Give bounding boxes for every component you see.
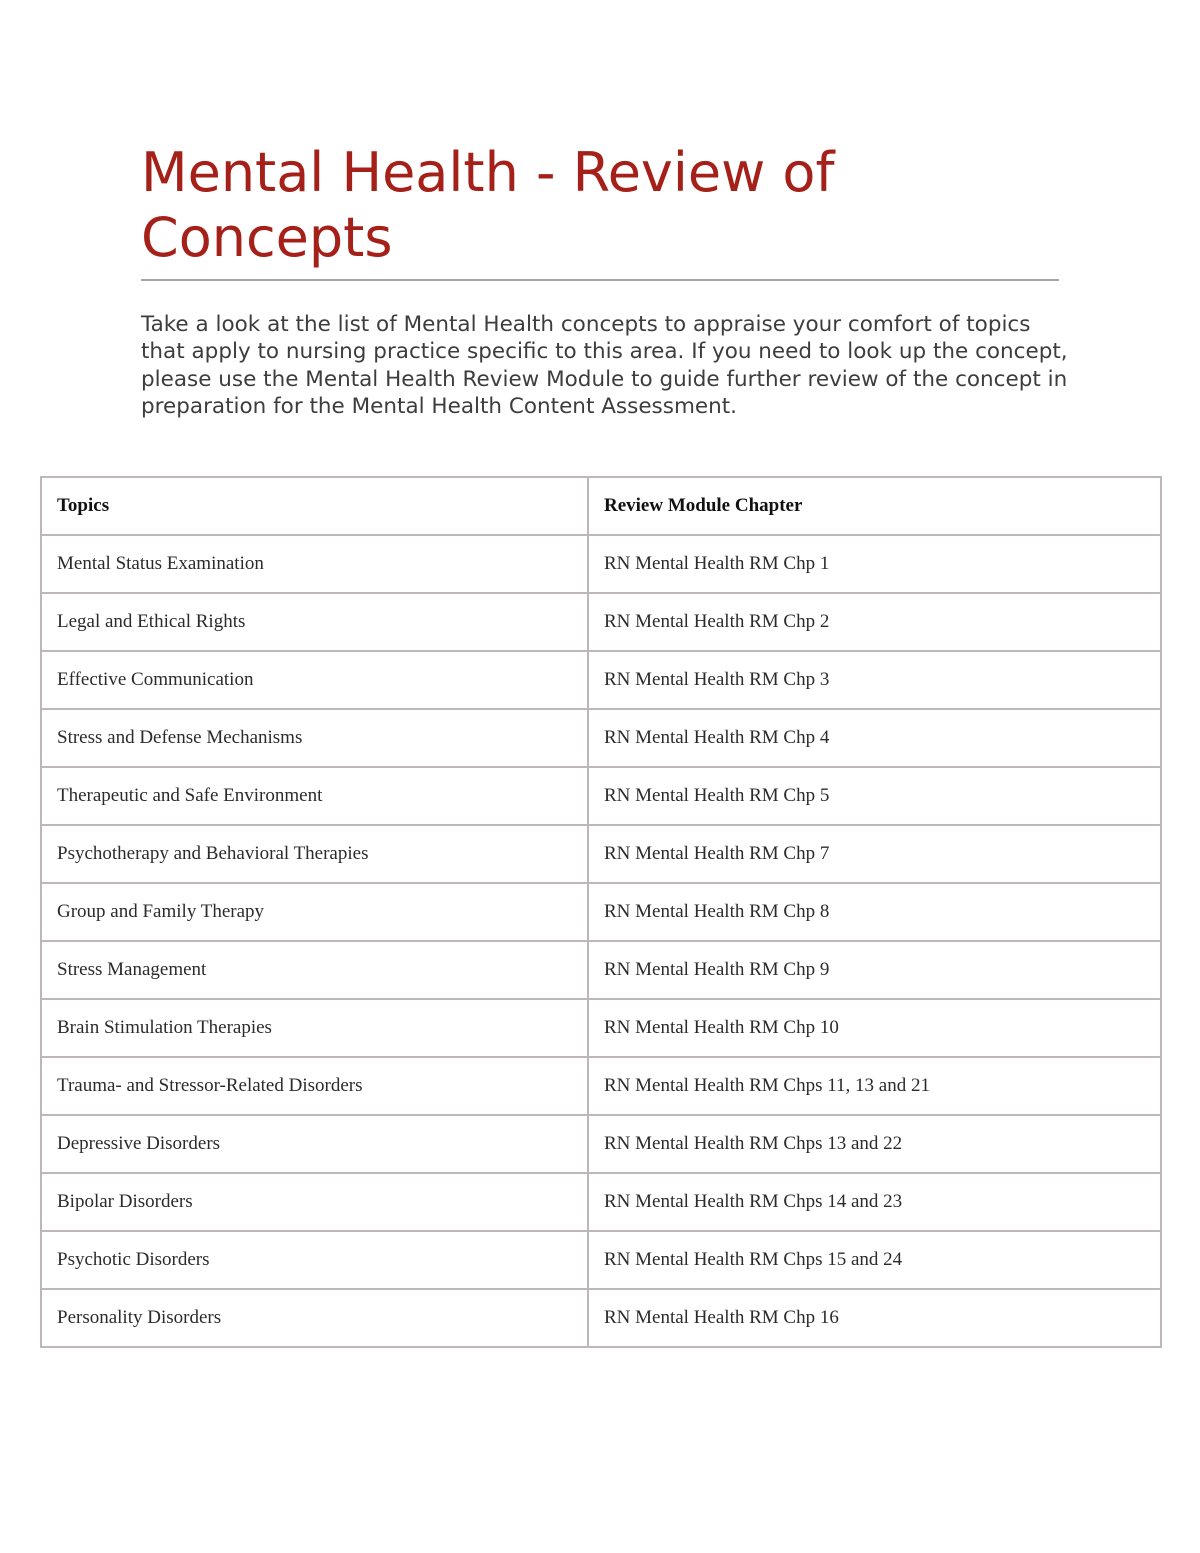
table-row — [41, 535, 1161, 593]
title-divider — [141, 279, 1059, 281]
chapter-cell: RN Mental Health RM Chp 16 — [588, 1289, 1161, 1347]
topic-cell: Psychotherapy and Behavioral Therapies — [41, 825, 588, 883]
table-row — [41, 1173, 1161, 1231]
topic-cell: Psychotic Disorders — [41, 1231, 588, 1289]
topics-table — [40, 476, 1162, 1348]
table-row — [41, 1231, 1161, 1289]
chapter-cell: RN Mental Health RM Chp 9 — [588, 941, 1161, 999]
topic-cell: Personality Disorders — [41, 1289, 588, 1347]
chapter-cell: RN Mental Health RM Chp 3 — [588, 651, 1161, 709]
topic-cell: Group and Family Therapy — [41, 883, 588, 941]
table-row — [41, 593, 1161, 651]
topic-cell: Brain Stimulation Therapies — [41, 999, 588, 1057]
chapter-cell: RN Mental Health RM Chp 2 — [588, 593, 1161, 651]
table-row — [41, 1289, 1161, 1347]
table-row — [41, 709, 1161, 767]
topic-cell: Stress Management — [41, 941, 588, 999]
chapter-cell: RN Mental Health RM Chps 13 and 22 — [588, 1115, 1161, 1173]
chapter-cell: RN Mental Health RM Chps 11, 13 and 21 — [588, 1057, 1161, 1115]
table-row — [41, 883, 1161, 941]
table-row — [41, 1057, 1161, 1115]
topic-cell: Trauma- and Stressor-Related Disorders — [41, 1057, 588, 1115]
table-row — [41, 767, 1161, 825]
table-row — [41, 999, 1161, 1057]
table-row — [41, 651, 1161, 709]
header-review-module-chapter: Review Module Chapter — [588, 477, 1161, 535]
topic-cell: Effective Communication — [41, 651, 588, 709]
page-title: Mental Health - Review of Concepts — [141, 141, 835, 269]
chapter-cell: RN Mental Health RM Chp 5 — [588, 767, 1161, 825]
chapter-cell: RN Mental Health RM Chp 1 — [588, 535, 1161, 593]
chapter-cell: RN Mental Health RM Chp 7 — [588, 825, 1161, 883]
table-row — [41, 941, 1161, 999]
header-topics: Topics — [41, 477, 588, 535]
chapter-cell: RN Mental Health RM Chp 10 — [588, 999, 1161, 1057]
chapter-cell: RN Mental Health RM Chp 4 — [588, 709, 1161, 767]
intro-paragraph: Take a look at the list of Mental Health concepts to appraise your comfort of topics that apply to nursing practice specific to this area. If you need to look up the concept, please use the Mental Health Review Module to guide further review of the concept in preparation for the Mental Health Content Assessment. — [141, 312, 1068, 420]
topic-cell: Legal and Ethical Rights — [41, 593, 588, 651]
topic-cell: Depressive Disorders — [41, 1115, 588, 1173]
table-row — [41, 1115, 1161, 1173]
table-row — [41, 825, 1161, 883]
topic-cell: Mental Status Examination — [41, 535, 588, 593]
topic-cell: Stress and Defense Mechanisms — [41, 709, 588, 767]
chapter-cell: RN Mental Health RM Chps 14 and 23 — [588, 1173, 1161, 1231]
chapter-cell: RN Mental Health RM Chp 8 — [588, 883, 1161, 941]
topic-cell: Bipolar Disorders — [41, 1173, 588, 1231]
topic-cell: Therapeutic and Safe Environment — [41, 767, 588, 825]
table-header-row — [41, 477, 1161, 535]
chapter-cell: RN Mental Health RM Chps 15 and 24 — [588, 1231, 1161, 1289]
